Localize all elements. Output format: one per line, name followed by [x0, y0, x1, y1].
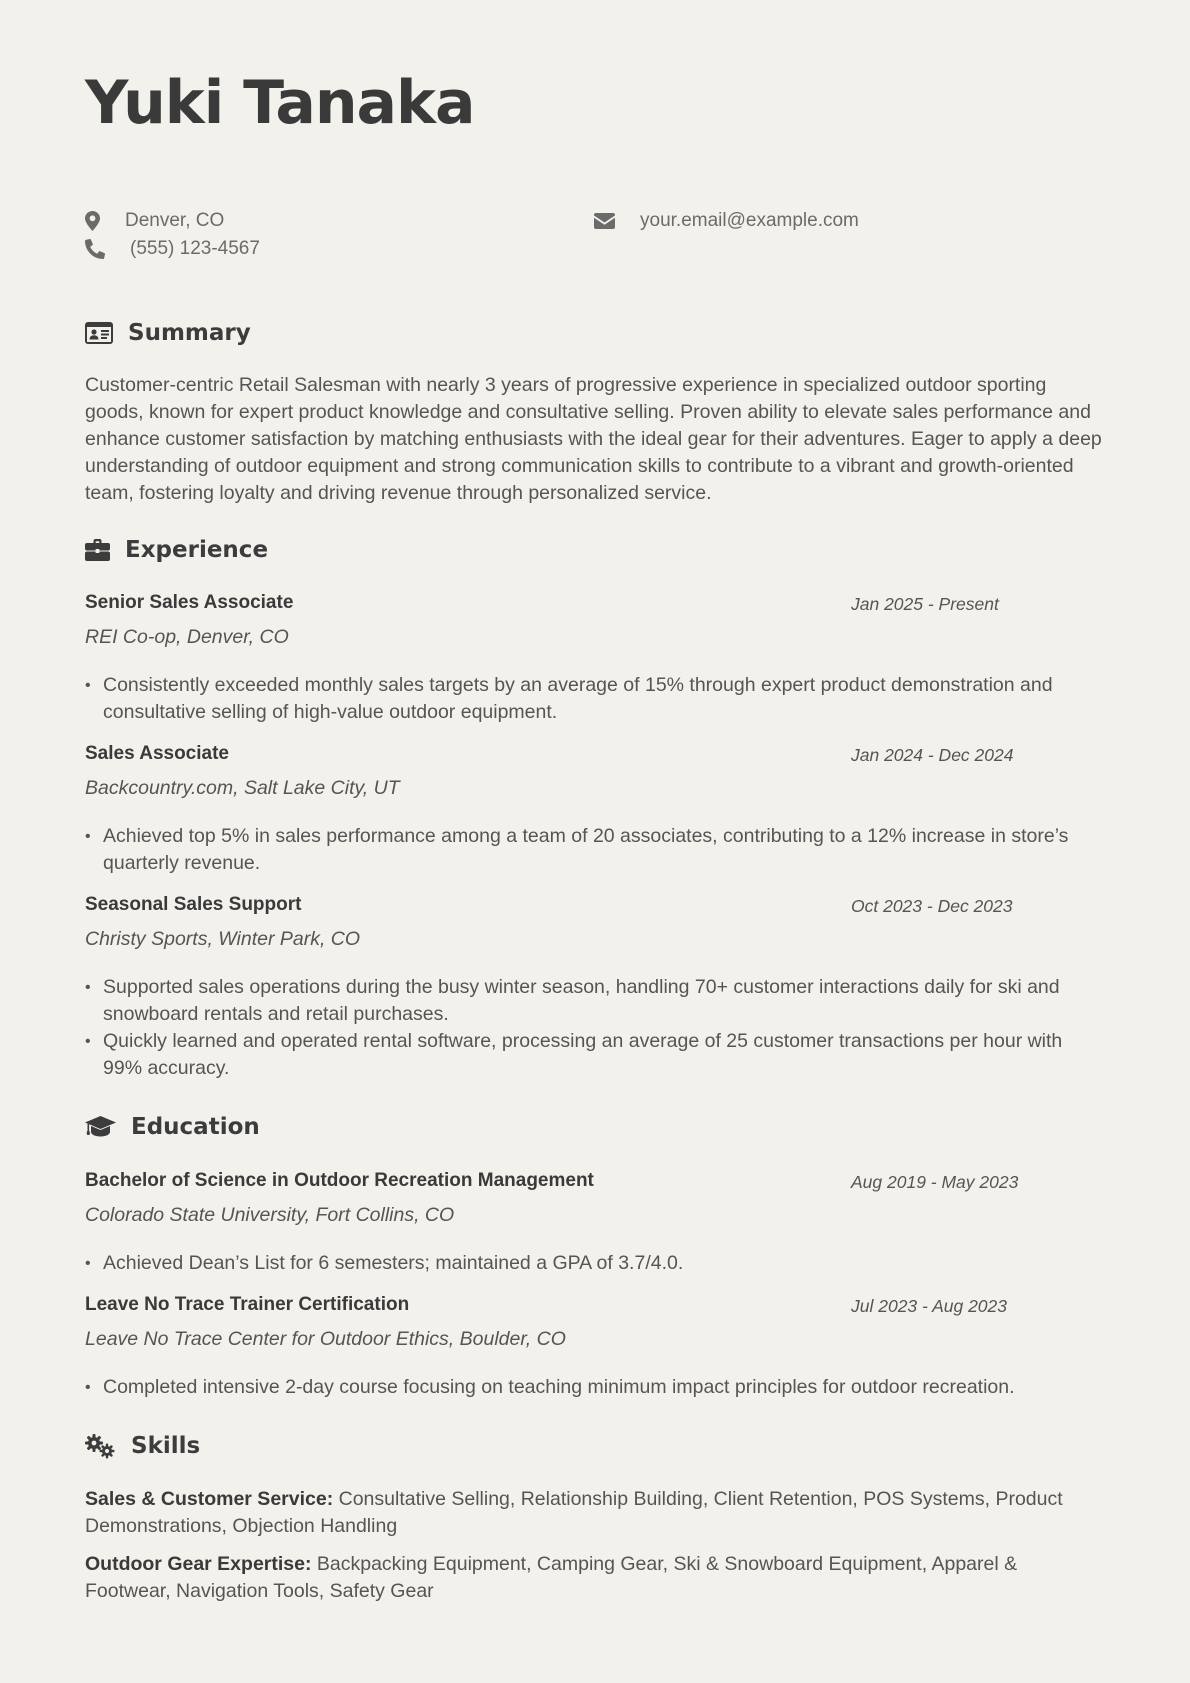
skills-heading [85, 1433, 200, 1459]
skills-list [85, 1486, 1105, 1616]
job-date: Oct 2023 - Dec 2023 [851, 896, 1013, 916]
skill-group [85, 1486, 1105, 1540]
id-card-icon [85, 322, 128, 344]
job-date: Jan 2024 - Dec 2024 [851, 745, 1014, 765]
job-date: Jan 2025 - Present [851, 594, 999, 614]
contact-email[interactable] [594, 210, 859, 232]
bullet-item: • Achieved Dean’s List for 6 semesters; maintained a GPA of 3.7/4.0. [85, 1250, 1105, 1277]
contact-phone [85, 238, 260, 260]
job-bullets [85, 823, 1105, 877]
job-title: Senior Sales Associate [85, 592, 294, 613]
education-heading [85, 1114, 260, 1140]
skill-group [85, 1551, 1105, 1605]
education-title: Education [131, 1114, 260, 1140]
degree-title: Bachelor of Science in Outdoor Recreation Management [85, 1170, 594, 1191]
job-company: Christy Sports, Winter Park, CO [85, 928, 361, 950]
bullet-item: • Consistently exceeded monthly sales targets by an average of 15% through expert product demonstration and consultative selling of high-value outdoor equipment. [85, 672, 1105, 726]
experience-heading [85, 537, 268, 563]
skill-items: Consultative Selling, Relationship Building, Client Retention, POS Systems, Product Demonstrations, Objection Handling [85, 1488, 1063, 1537]
school-name: Leave No Trace Center for Outdoor Ethics, Boulder, CO [85, 1328, 566, 1350]
briefcase-icon [85, 539, 125, 561]
degree-title: Leave No Trace Trainer Certification [85, 1294, 410, 1315]
envelope-icon [594, 213, 640, 229]
graduation-cap-icon [85, 1116, 131, 1138]
job-company: REI Co-op, Denver, CO [85, 626, 289, 648]
email-link[interactable]: your.email@example.com [640, 210, 859, 231]
gears-icon [85, 1434, 131, 1459]
candidate-name: Yuki Tanaka [85, 68, 475, 138]
skill-items: Backpacking Equipment, Camping Gear, Ski & Snowboard Equipment, Apparel & Footwear, Navigation Tools, Safety Gear [85, 1553, 1018, 1602]
job-bullets [85, 974, 1105, 1082]
education-bullets [85, 1250, 1105, 1277]
location-text: Denver, CO [125, 210, 225, 231]
job-title: Sales Associate [85, 743, 229, 764]
job-title: Seasonal Sales Support [85, 894, 302, 915]
bullet-item: • Quickly learned and operated rental software, processing an average of 25 customer transactions per hour with 99% accuracy. [85, 1028, 1105, 1082]
summary-heading [85, 320, 251, 346]
bullet-item: • Supported sales operations during the busy winter season, handling 70+ customer interactions daily for ski and snowboard rentals and retail purchases. [85, 974, 1105, 1028]
bullet-item: • Completed intensive 2-day course focusing on teaching minimum impact principles for outdoor recreation. [85, 1374, 1105, 1401]
phone-icon [85, 239, 130, 259]
skill-category: Outdoor Gear Expertise: [85, 1553, 312, 1575]
school-name: Colorado State University, Fort Collins, CO [85, 1204, 455, 1226]
bullet-item: • Achieved top 5% in sales performance among a team of 20 associates, contributing to a 12% increase in store’s quarterly revenue. [85, 823, 1105, 877]
skill-category: Sales & Customer Service: [85, 1488, 334, 1510]
job-bullets [85, 672, 1105, 726]
map-marker-icon [85, 211, 125, 231]
contact-info [85, 210, 1105, 270]
summary-text: Customer-centric Retail Salesman with nearly 3 years of progressive experience in specialized outdoor sporting goods, known for expert product knowledge and consultative selling. Proven ability to elevate sales performance and enhance customer satisfaction by matching enthusiasts with the ideal gear for their adventures. Eager to apply a deep understanding of outdoor equipment and strong communication skills to contribute to a vibrant and growth-oriented team, fostering loyalty and driving revenue through personalized service. [85, 374, 1102, 504]
summary-title: Summary [128, 320, 251, 346]
education-bullets [85, 1374, 1105, 1401]
degree-date: Aug 2019 - May 2023 [851, 1172, 1019, 1192]
skills-title: Skills [131, 1433, 201, 1459]
job-company: Backcountry.com, Salt Lake City, UT [85, 777, 400, 799]
contact-location [85, 210, 224, 232]
phone-text: (555) 123-4567 [130, 238, 260, 259]
experience-title: Experience [125, 537, 269, 563]
degree-date: Jul 2023 - Aug 2023 [851, 1296, 1007, 1316]
